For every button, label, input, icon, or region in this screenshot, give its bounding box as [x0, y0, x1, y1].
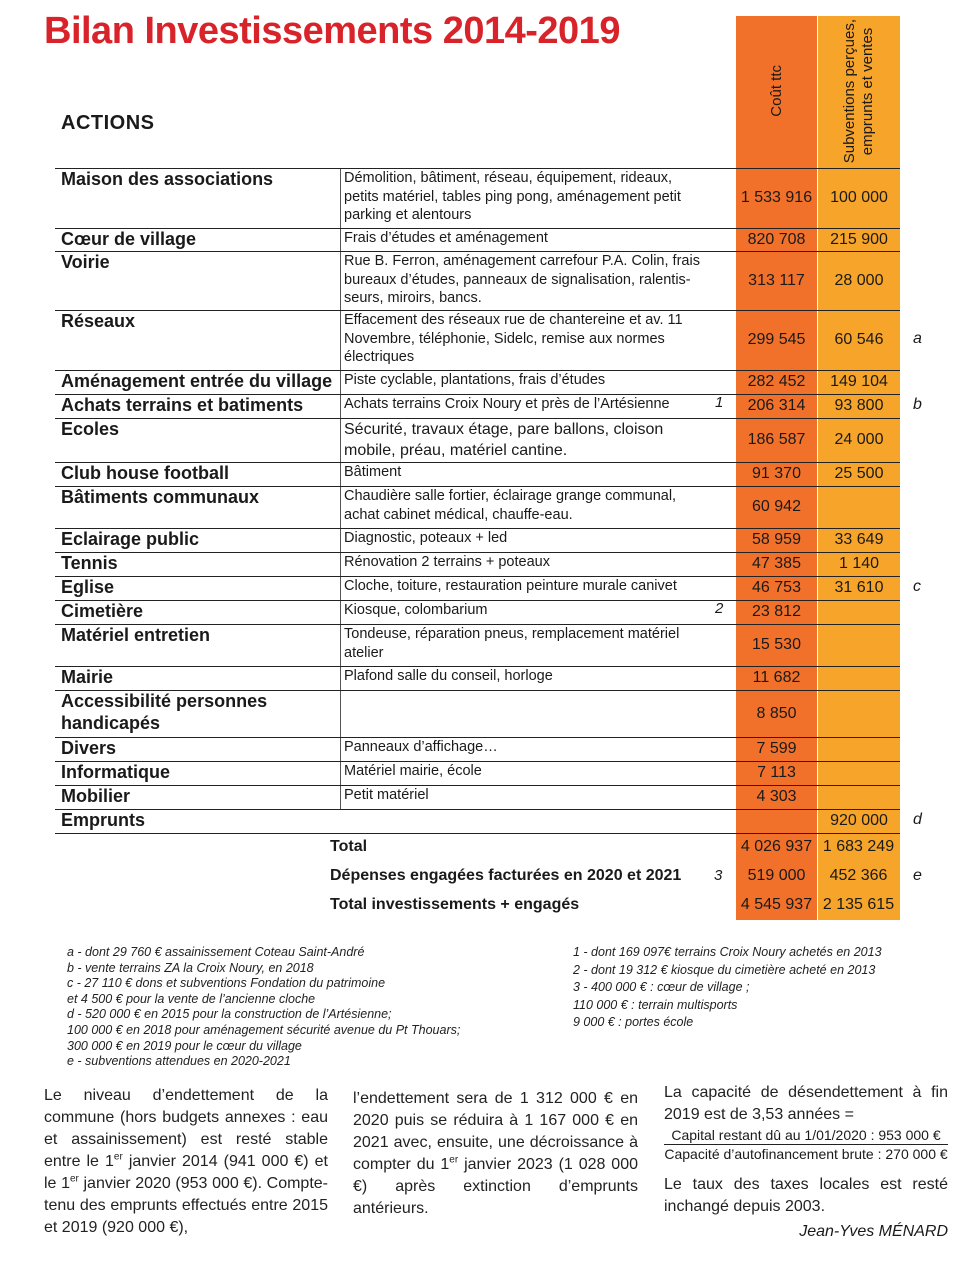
action-description: Démolition, bâtiment, réseau, équipement, rideaux, petits matériel, tables ping pong, aménagement petit parking et alentours	[344, 170, 681, 223]
total-cost-value: 4 545 937	[740, 896, 813, 913]
footnote-line: 110 000 € : terrain multisports	[573, 997, 738, 1012]
action-description: Matériel mairie, école	[344, 763, 482, 779]
cost-value: 91 370	[752, 465, 801, 482]
action-description: Rénovation 2 terrains + poteaux	[344, 554, 550, 570]
footnote-line: 2 - dont 19 312 € kiosque du cimetière acheté en 2013	[573, 962, 876, 977]
paragraph-text: janvier 2023 (1 028 000 €) après extinction d’emprunts antérieurs.	[353, 1156, 638, 1217]
action-description: Frais d’études et aménagement	[344, 230, 548, 246]
subsidies-column-header	[818, 16, 900, 166]
action-name: Maison des associations	[61, 169, 274, 189]
table-row	[55, 310, 922, 370]
footnote-line: 1 - dont 169 097€ terrains Croix Noury achetés en 2013	[573, 945, 882, 959]
footnote-line: 3 - 400 000 € : cœur de village ;	[573, 980, 750, 994]
action-description: Rue B. Ferron, aménagement carrefour P.A. Colin, frais bureaux d’études, panneaux de signalisation, ralentis-seurs, miroirs, bancs.	[344, 253, 700, 306]
page-title: Bilan Investissements 2014-2019	[44, 10, 620, 52]
footnote-ref: 3	[714, 867, 723, 884]
footnote-line: b - vente terrains ZA la Croix Noury, en 2018	[67, 960, 314, 975]
action-name: Ecoles	[61, 419, 120, 439]
total-subsidies-value: 2 135 615	[822, 896, 895, 913]
footnote-ref: 2	[715, 600, 724, 617]
subsidies-value: 60 546	[834, 331, 884, 348]
note-letter: b	[913, 396, 922, 413]
action-name: Eclairage public	[61, 529, 200, 549]
subsidies-value: 24 000	[834, 431, 884, 448]
cost-value: 8 850	[756, 704, 797, 722]
cost-value: 46 753	[752, 579, 801, 596]
table-row	[55, 666, 900, 690]
subsidies-value: 25 500	[834, 465, 884, 482]
total-subsidies-value: 452 366	[829, 867, 888, 884]
action-description: Achats terrains Croix Noury et près de l’Artésienne	[344, 396, 670, 412]
table-row	[55, 690, 900, 737]
cost-value: 186 587	[747, 431, 806, 448]
subsidies-value: 100 000	[830, 189, 888, 206]
cost-value: 820 708	[747, 230, 806, 248]
cost-value: 282 452	[747, 373, 806, 390]
table-row	[55, 486, 900, 528]
cost-value: 7 113	[757, 764, 796, 781]
table-row	[55, 394, 922, 418]
table-row	[55, 552, 900, 576]
cost-value: 313 117	[748, 271, 805, 289]
superscript: er	[449, 1154, 459, 1166]
cost-header-label: Coût ttc	[767, 65, 785, 117]
note-letter: e	[913, 867, 922, 884]
cost-value	[736, 809, 817, 833]
action-description: Bâtiment	[344, 464, 402, 480]
action-name: Informatique	[61, 762, 171, 782]
note-letter: a	[913, 330, 922, 347]
table-row	[55, 462, 900, 486]
table-row	[55, 761, 900, 785]
fraction-numerator: Capital restant dû au 1/01/2020 : 953 000 €	[664, 1127, 948, 1145]
action-description: Sécurité, travaux étage, pare ballons, cloison mobile, préau, matériel cantine.	[344, 421, 664, 459]
fraction-denominator: Capacité d’autofinancement brute : 270 000 €	[664, 1146, 948, 1162]
action-description: Kiosque, colombarium	[344, 602, 488, 618]
total-subsidies-value: 1 683 249	[822, 838, 895, 855]
paragraph-text: l’endettement sera de 1 312 000 € en 2020 puis se réduira à 1 167 000 € en 2021 avec, ensuite, une décroissance à compter du 1	[353, 1090, 638, 1173]
subsidies-value: 1 140	[838, 555, 880, 572]
table-row	[55, 809, 922, 833]
cost-value: 47 385	[752, 555, 801, 572]
subsidies-value: 149 104	[830, 373, 888, 390]
cost-value: 1 533 916	[740, 189, 813, 206]
action-name: Matériel entretien	[61, 625, 211, 645]
footnote-line: c - 27 110 € dons et subventions Fondation du patrimoine	[67, 976, 386, 991]
paragraph-debt-forecast	[353, 1088, 638, 1220]
footnote-ref: 1	[715, 394, 724, 411]
action-description: Chaudière salle fortier, éclairage grange communal, achat cabinet médical, chauffe-eau.	[344, 488, 677, 523]
subsidies-value: 93 800	[834, 397, 884, 414]
actions-heading: ACTIONS	[61, 112, 155, 134]
action-name: Tennis	[61, 553, 118, 573]
table-row	[55, 168, 900, 228]
subsidies-value	[818, 600, 900, 624]
action-description: Effacement des réseaux rue de chantereine et av. 11 Novembre, téléphonie, Sidelc, remise aux normes électriques	[344, 312, 683, 365]
total-cost-value: 519 000	[747, 867, 806, 884]
footnote-line: 100 000 € en 2018 pour aménagement sécurité avenue du Pt Thouars;	[67, 1023, 461, 1037]
subsidies-value: 33 649	[834, 531, 884, 548]
author-signature: Jean-Yves MÉNARD	[799, 1223, 948, 1240]
action-name: Accessibilité personnes handicapés	[61, 691, 268, 733]
cost-value: 206 314	[747, 397, 806, 414]
subsidies-value: 31 610	[834, 579, 884, 596]
cost-value: 60 942	[752, 498, 801, 515]
cost-value: 7 599	[756, 740, 797, 757]
subsidies-header-label: Subventions perçues, emprunts et ventes	[841, 18, 876, 164]
action-name: Mairie	[61, 667, 114, 687]
table-row	[55, 785, 900, 809]
total-label: Total investissements + engagés	[330, 896, 580, 913]
cost-value: 4 303	[756, 788, 797, 805]
cost-value: 15 530	[752, 636, 801, 653]
action-description: Petit matériel	[344, 787, 429, 803]
action-description: Diagnostic, poteaux + led	[344, 530, 508, 546]
total-cost-value: 4 026 937	[740, 838, 813, 855]
subsidies-value	[818, 785, 900, 809]
paragraph-text: janvier 2014 (941 000 €) et le 1	[44, 1153, 328, 1192]
action-name: Mobilier	[61, 786, 131, 806]
action-name: Achats terrains et batiments	[61, 395, 304, 415]
footnote-line: a - dont 29 760 € assainissement Coteau Saint-André	[67, 945, 365, 959]
paragraph-debt-level	[44, 1085, 328, 1239]
note-letter: c	[913, 578, 921, 595]
table-row	[55, 737, 900, 761]
cost-value: 299 545	[747, 331, 806, 348]
paragraph-deleveraging: La capacité de désendettement à fin 2019 est de 3,53 années =	[664, 1084, 948, 1123]
subsidies-value	[818, 486, 900, 528]
subsidies-value	[818, 624, 900, 666]
footnote-line: d - 520 000 € en 2015 pour la construction de l’Artésienne;	[67, 1007, 392, 1022]
superscript: er	[113, 1151, 123, 1163]
table-row	[55, 600, 900, 624]
row-separator	[55, 833, 900, 834]
subsidies-value: 920 000	[830, 812, 888, 829]
action-description: Cloche, toiture, restauration peinture murale canivet	[344, 578, 677, 594]
action-description: Plafond salle du conseil, horloge	[344, 668, 553, 684]
subsidies-value	[818, 666, 900, 690]
note-letter: d	[913, 811, 922, 828]
cost-column-header	[736, 16, 817, 166]
table-row	[55, 228, 900, 251]
action-name: Réseaux	[61, 311, 136, 331]
table-row	[55, 370, 900, 394]
paragraph-text: Le niveau d’endettement de la commune (hors budgets annexes : eau et assainissement) est resté stable entre le 1	[44, 1087, 328, 1170]
cost-value: 23 812	[752, 603, 801, 620]
action-description: Piste cyclable, plantations, frais d’études	[344, 372, 606, 388]
subsidies-value: 215 900	[830, 230, 888, 248]
subsidies-value	[818, 737, 900, 761]
subsidies-value	[818, 690, 900, 737]
table-row	[55, 528, 900, 552]
superscript: er	[69, 1173, 79, 1185]
action-name: Club house football	[61, 463, 229, 483]
footnote-line: 9 000 € : portes école	[573, 1015, 694, 1029]
action-name: Emprunts	[61, 810, 146, 830]
action-name: Bâtiments communaux	[61, 487, 260, 507]
action-name: Cimetière	[61, 601, 144, 621]
table-row	[55, 576, 921, 600]
table-row	[55, 418, 900, 462]
cost-value: 58 959	[752, 531, 801, 548]
action-name: Divers	[61, 738, 117, 758]
action-name: Cœur de village	[61, 229, 197, 249]
total-label: Total	[330, 838, 368, 855]
paragraph-local-taxes: Le taux des taxes locales est resté inchangé depuis 2003.	[664, 1176, 948, 1215]
action-name: Aménagement entrée du village	[61, 371, 333, 391]
footnote-line: e - subventions attendues en 2020-2021	[67, 1054, 291, 1069]
action-description: Tondeuse, réparation pneus, remplacement matériel atelier	[344, 626, 680, 661]
paragraph-text: janvier 2020 (953 000 €). Compte-tenu des emprunts effectués entre 2015 et 2019 (920 000 €),	[44, 1175, 329, 1236]
cost-value: 11 682	[752, 669, 801, 686]
total-label: Dépenses engagées facturées en 2020 et 2021	[330, 867, 682, 884]
table-row	[55, 251, 900, 310]
action-name: Eglise	[61, 577, 115, 597]
action-name: Voirie	[61, 252, 110, 272]
action-description: Panneaux d’affichage…	[344, 739, 498, 755]
footnote-line: et 4 500 € pour la vente de l’ancienne cloche	[67, 991, 316, 1006]
footnote-line: 300 000 € en 2019 pour le cœur du village	[67, 1038, 302, 1053]
subsidies-value	[818, 761, 900, 785]
subsidies-value: 28 000	[834, 271, 884, 289]
table-row	[55, 624, 900, 666]
